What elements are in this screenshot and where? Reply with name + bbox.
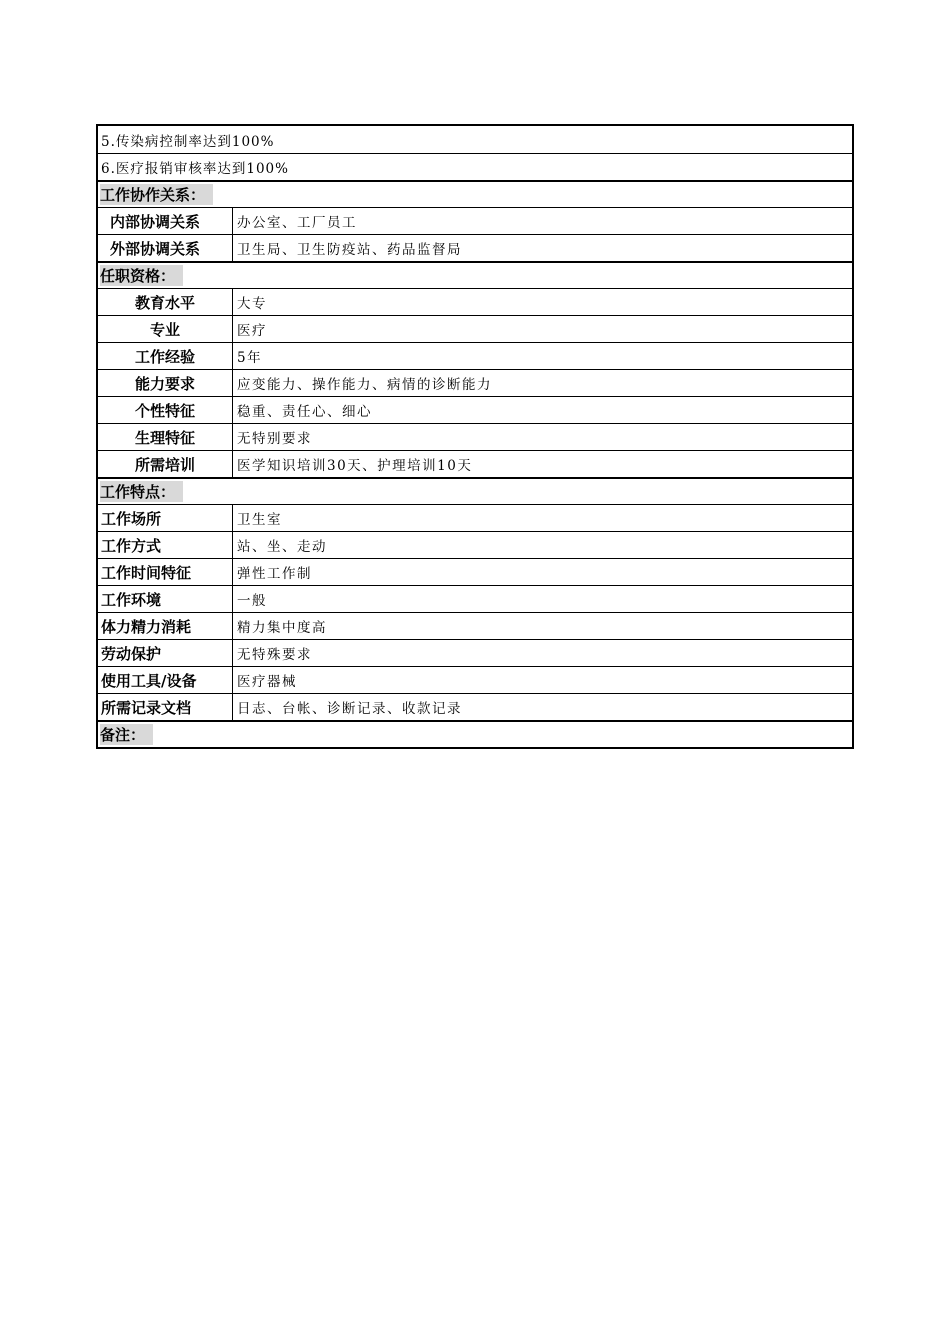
table-row: [98, 396, 852, 423]
section-title: 任职资格：: [100, 265, 183, 286]
section-header-cooperation: [98, 180, 852, 207]
row-value: 精力集中度高: [237, 620, 327, 636]
section-title: 备注：: [100, 724, 153, 745]
table-row: [98, 423, 852, 450]
row-label: 所需记录文档: [98, 694, 233, 720]
table-row: [98, 612, 852, 639]
row-value: 应变能力、操作能力、病情的诊断能力: [237, 377, 492, 393]
table-row: [98, 666, 852, 693]
row-value: 无特殊要求: [237, 647, 312, 663]
row-label: 内部协调关系: [98, 208, 233, 234]
section-header-remarks: [98, 720, 852, 747]
row-value: 卫生局、卫生防疫站、药品监督局: [237, 242, 462, 258]
row-value: 医疗器械: [237, 674, 297, 690]
row-label: 个性特征: [98, 397, 233, 423]
row-value: 弹性工作制: [237, 566, 312, 582]
row-value: 无特别要求: [237, 431, 312, 447]
table-row: [98, 639, 852, 666]
duty-row: [98, 126, 852, 153]
row-value: 卫生室: [237, 512, 282, 528]
section-header-features: [98, 477, 852, 504]
row-label: 体力精力消耗: [98, 613, 233, 639]
row-value: 一般: [237, 593, 267, 609]
row-value: 5年: [237, 350, 263, 366]
table-row: [98, 288, 852, 315]
job-description-table: [96, 124, 854, 749]
duty-row: [98, 153, 852, 180]
row-label: 外部协调关系: [98, 235, 233, 261]
section-header-qualification: [98, 261, 852, 288]
table-row: [98, 234, 852, 261]
table-row: [98, 585, 852, 612]
table-row: [98, 369, 852, 396]
table-row: [98, 315, 852, 342]
row-value: 稳重、责任心、细心: [237, 404, 372, 420]
table-row: [98, 207, 852, 234]
table-row: [98, 342, 852, 369]
row-value: 医学知识培训30天、护理培训10天: [237, 458, 473, 474]
row-label: 能力要求: [98, 370, 233, 396]
table-row: [98, 531, 852, 558]
row-value: 站、坐、走动: [237, 539, 327, 555]
row-label: 工作时间特征: [98, 559, 233, 585]
row-value: 办公室、工厂员工: [237, 215, 357, 231]
row-label: 使用工具/设备: [98, 667, 233, 693]
row-label: 劳动保护: [98, 640, 233, 666]
row-label: 生理特征: [98, 424, 233, 450]
row-value: 大专: [237, 296, 267, 312]
section-title: 工作协作关系：: [100, 184, 213, 205]
table-row: [98, 450, 852, 477]
row-label: 所需培训: [98, 451, 233, 477]
row-label: 教育水平: [98, 289, 233, 315]
row-label: 工作方式: [98, 532, 233, 558]
row-label: 专业: [98, 316, 233, 342]
duty-text: 5.传染病控制率达到100%: [101, 133, 275, 150]
row-value: 医疗: [237, 323, 267, 339]
duty-text: 6.医疗报销审核率达到100%: [101, 161, 289, 177]
row-label: 工作场所: [98, 505, 233, 531]
row-label: 工作环境: [98, 586, 233, 612]
section-title: 工作特点：: [100, 481, 183, 502]
row-label: 工作经验: [98, 343, 233, 369]
table-row: [98, 558, 852, 585]
table-row: [98, 693, 852, 720]
row-value: 日志、台帐、诊断记录、收款记录: [237, 701, 462, 717]
table-row: [98, 504, 852, 531]
